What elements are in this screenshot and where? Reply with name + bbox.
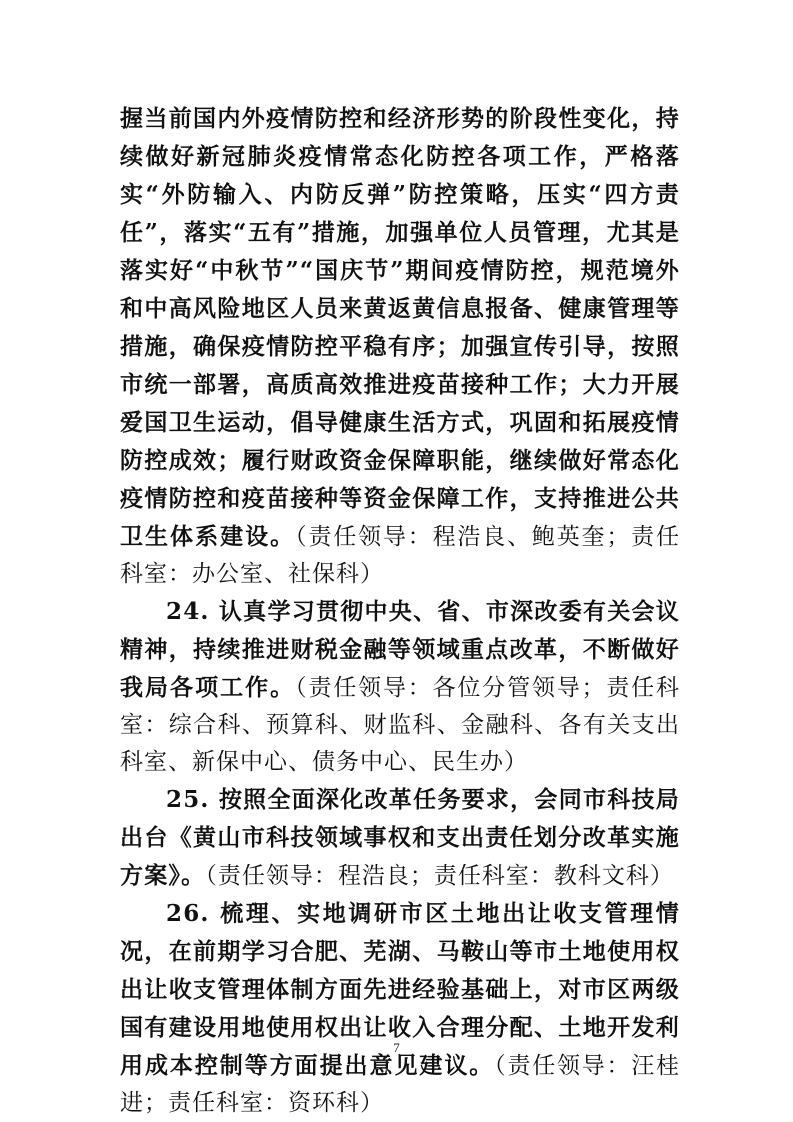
paragraph-body: 握当前国内外疫情防控和经济形势的阶段性变化，持续做好新冠肺炎疫情常态化防控各项工作，严格落实“外防输入、内防反弹”防控策略，压实“四方责任”，落实“五有”措施，加强单位人员管理，尤其是落实好“中秋节”“国庆节”期间疫情防控，规范境外和中高风险地区人员来黄返黄信息报备、健康管理等措施，确保疫情防控平稳有序；加强宣传引导，按照市统一部署，高质高效推进疫苗接种工作；大力开展爱国卫生运动，倡导健康生活方式，巩固和拓展疫情防控成效；履行财政资金保障职能，继续做好常态化疫情防控和疫苗接种等资金保障工作，支持推进公共卫生体系建设。 (120, 105, 680, 550)
document-page (120, 100, 680, 1122)
paragraph-23-continued (120, 100, 680, 593)
responsibility-note: （责任领导：程浩良、鲍英奎；责任科室：办公室、社保科） (120, 524, 681, 587)
responsibility-note: （责任领导：汪桂进；责任科室：资环科） (120, 1053, 680, 1116)
paragraph-body: 24. 认真学习贯彻中央、省、市深改委有关会议精神，持续推进财税金融等领域重点改革，不断做好我局各项工作。 (120, 598, 680, 701)
page-number: 7 (393, 1040, 400, 1055)
paragraph-25 (120, 781, 680, 895)
paragraph-24 (120, 593, 680, 781)
responsibility-note: （责任领导：程浩良；责任科室：教科文科） (205, 863, 674, 889)
paragraph-26 (120, 895, 680, 1122)
paragraph-body: 26. 梳理、实地调研市区土地出让收支管理情况，在前期学习合肥、芜湖、马鞍山等市土地使用权出让收支管理体制方面先进经验基础上，对市区两级国有建设用地使用权出让收入合理分配、土地开发利用成本控制等方面提出意见建议。 (120, 900, 680, 1079)
paragraph-body: 25. 按照全面深化改革任务要求，会同市科技局出台《黄山市科技领域事权和支出责任划分改革实施方案》。 (120, 786, 680, 889)
responsibility-note: （责任领导：各位分管领导；责任科室：综合科、预算科、财监科、金融科、各有关支出科室、新保中心、债务中心、民生办） (120, 675, 681, 775)
